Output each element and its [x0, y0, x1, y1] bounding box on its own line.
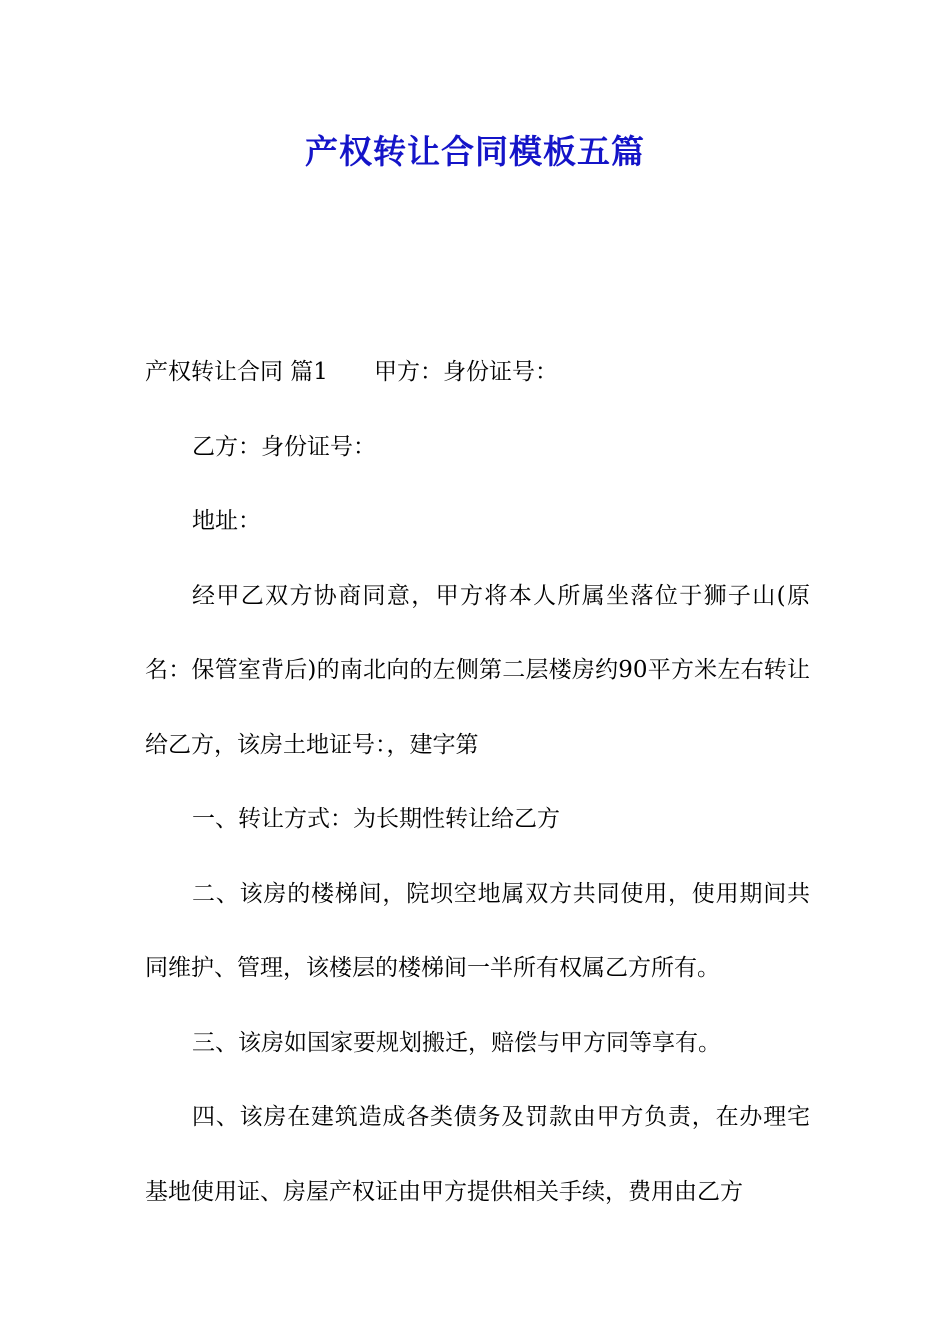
party-b-line: 乙方：身份证号：	[192, 433, 376, 460]
clause-2: 二、该房的楼梯间，院坝空地属双方共同使用，使用期间共同维护、管理，该楼层的楼梯间一半所有权属乙方所有。	[145, 880, 810, 981]
document-title: 产权转让合同模板五篇	[305, 132, 645, 171]
section-heading-line	[145, 335, 810, 410]
agreement-paragraph: 经甲乙双方协商同意，甲方将本人所属坐落位于狮子山(原名：保管室背后)的南北向的左侧第二层楼房约90平方米左右转让给乙方，该房土地证号：，建字第	[145, 582, 810, 758]
address-line: 地址：	[192, 508, 261, 534]
party-a-line: 甲方：身份证号：	[373, 359, 558, 385]
clause-1: 一、转让方式：为长期性转让给乙方	[192, 806, 560, 832]
document-body	[145, 335, 810, 1229]
clause-3: 三、该房如国家要规划搬迁，赔偿与甲方同等享有。	[192, 1029, 721, 1056]
section-label: 产权转让合同 篇1	[145, 359, 328, 385]
clause-4: 四、该房在建筑造成各类债务及罚款由甲方负责，在办理宅基地使用证、房屋产权证由甲方提供相关手续，费用由乙方	[145, 1104, 810, 1205]
